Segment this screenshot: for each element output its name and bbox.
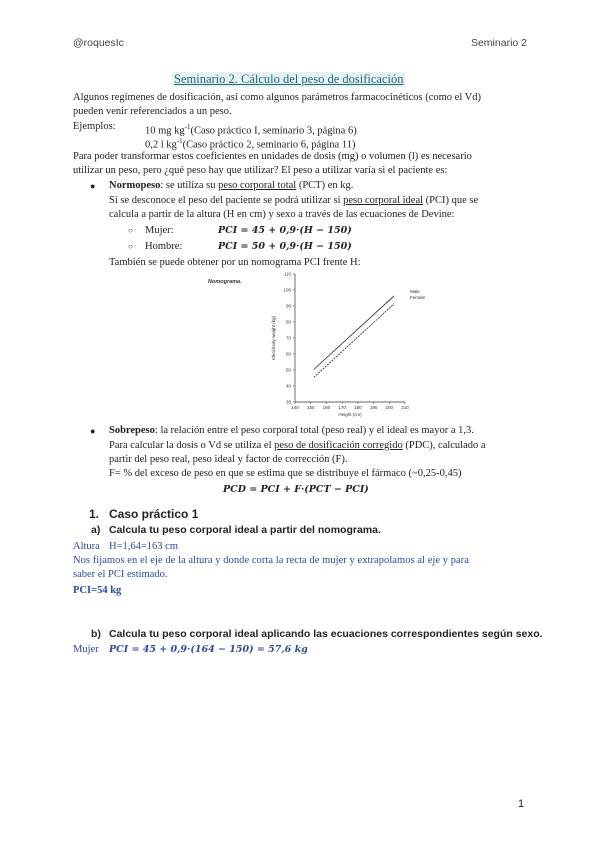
intro-line-2: pueden venir referenciados a un peso. (73, 106, 232, 117)
bullet-icon: ● (90, 426, 96, 436)
y-tick-label: 50 (285, 367, 291, 373)
explanation-line-1: Nos fijamos en el eje de la altura y donde corta la recta de mujer y extrapolamos al eje y para (73, 555, 469, 566)
sobrepeso-line-3: partir del peso real, peso ideal y factor de corrección (F). (109, 454, 348, 465)
series-line-female (314, 304, 394, 377)
intro-line-1: Algunos regímenes de dosificación, así como algunos parámetros farmacocinéticos (como el Vd) (73, 92, 482, 103)
mujer-label: Mujer: (145, 225, 174, 236)
x-tick-label: 140 (291, 405, 299, 410)
normopeso-text-b: (PCT) en kg. (296, 180, 354, 191)
y-tick-label: 110 (283, 271, 291, 277)
legend-female: Female (410, 295, 426, 300)
x-tick-label: 190 (369, 405, 378, 410)
section-heading: Caso práctico 1 (109, 507, 199, 521)
y-ticks (283, 272, 295, 405)
sobrepeso-line2-b: (PDC), calculado a (402, 440, 486, 451)
sobrepeso-line-1 (109, 424, 474, 438)
example-2-ref: (Caso práctico 2, seminario 6, página 11) (182, 139, 356, 151)
hombre-label: Hombre: (145, 241, 183, 252)
x-tick-label: 160 (322, 405, 331, 410)
sobrepeso-line-4: F= % del exceso de peso en que se estima que se distribuye el fármaco (~0,25-0,45) (109, 468, 462, 479)
series-line-male (314, 296, 394, 369)
normopeso-text-a: : se utiliza su (160, 180, 219, 191)
circle-bullet-icon: ○ (128, 226, 133, 235)
nomogram-chart (200, 270, 426, 422)
header-right: Seminario 2 (470, 37, 527, 49)
normopeso-line-3: calcula a partir de la altura (H en cm) y sexo a través de las ecuaciones de Devine: (109, 209, 455, 220)
normopeso-line-1 (109, 179, 353, 193)
bullet-icon: ● (90, 181, 96, 191)
y-tick-label: 70 (285, 335, 291, 341)
example-2-value: 0,2 l kg (145, 139, 177, 151)
x-ticks (291, 402, 409, 410)
normopeso-link: peso corporal total (218, 180, 297, 191)
y-tick-label: 60 (285, 351, 291, 357)
x-tick-label: 200 (385, 405, 394, 410)
examples-label: Ejemplos: (73, 121, 116, 132)
example-2-sup: -1 (176, 137, 183, 145)
nomogram-text: También se puede obtener por un nomograma PCI frente H: (109, 257, 361, 268)
question-a-text: Calcula tu peso corporal ideal a partir del nomograma. (109, 524, 381, 536)
normopeso-line2-a: Si se desconoce el peso del paciente se podrá utilizar si (109, 195, 344, 206)
mujer-formula: PCI = 45 + 0,9·(H − 150) (218, 225, 352, 236)
y-tick-label: 100 (283, 287, 291, 293)
altura-label: Altura (73, 541, 100, 552)
altura-value: H=1,64=163 cm (109, 541, 179, 552)
question-b-label: b) (91, 628, 101, 640)
page-title: Seminario 2. Cálculo del peso de dosificación (174, 72, 404, 86)
example-1-value: 10 mg kg (145, 125, 185, 137)
sobrepeso-text: : la relación entre el peso corporal total (peso real) y el ideal es mayor a 1,3. (154, 425, 474, 436)
example-1-ref: (Caso práctico I, seminario 3, página 6) (190, 125, 357, 137)
y-tick-label: 40 (285, 383, 291, 389)
normopeso-line2-b: (PCI) que se (423, 195, 479, 206)
page-number: 1 (518, 798, 525, 810)
section-number: 1. (89, 507, 100, 521)
y-tick-label: 90 (285, 303, 291, 309)
sobrepeso-link: peso de dosificación corregido (274, 440, 403, 451)
hombre-formula: PCI = 50 + 0,9·(H − 150) (218, 241, 352, 252)
chart-title: Nomograma. (208, 279, 242, 285)
result-pci: PCI=54 kg (73, 585, 122, 596)
series-lines (314, 296, 394, 377)
question-b-text: Calcula tu peso corporal ideal aplicando las ecuaciones correspondientes según sexo. (109, 628, 543, 640)
header-left: @roquesIc (73, 37, 124, 49)
mujer-answer-label: Mujer (73, 644, 99, 655)
para-line-2: utilizar un peso, pero ¿qué peso hay que utilizar? El peso a utilizar varía si el paciente es: (73, 165, 448, 176)
example-1-sup: -1 (184, 123, 191, 131)
x-tick-label: 210 (401, 405, 409, 410)
question-a-label: a) (91, 524, 101, 536)
x-axis-label: Height (cm) (338, 412, 362, 417)
y-tick-label: 30 (285, 399, 291, 405)
normopeso-term: Normopeso (109, 180, 161, 191)
pcd-formula: PCD = PCI + F·(PCT − PCI) (223, 484, 369, 495)
x-tick-label: 150 (306, 405, 315, 410)
y-axis-label: Ideal body weight (kg) (271, 315, 276, 361)
normopeso-line-2 (109, 194, 478, 208)
normopeso-line2-link: peso corporal ideal (343, 195, 424, 206)
sobrepeso-line2-a: Para calcular la dosis o Vd se utiliza el (109, 440, 275, 451)
sobrepeso-line-2 (109, 439, 486, 453)
x-tick-label: 180 (354, 405, 362, 410)
circle-bullet-icon: ○ (128, 242, 133, 251)
mujer-answer-formula: PCI = 45 + 0,9·(164 − 150) = 57,6 kg (109, 644, 308, 655)
x-tick-label: 170 (338, 405, 346, 410)
sobrepeso-term: Sobrepeso (109, 425, 155, 436)
y-tick-label: 80 (285, 319, 291, 325)
explanation-line-2: saber el PCI estimado. (73, 569, 168, 580)
legend-male: Male (410, 289, 420, 294)
para-line-1: Para poder transformar estos coeficientes en unidades de dosis (mg) o volumen (l) es necesario (73, 151, 472, 162)
